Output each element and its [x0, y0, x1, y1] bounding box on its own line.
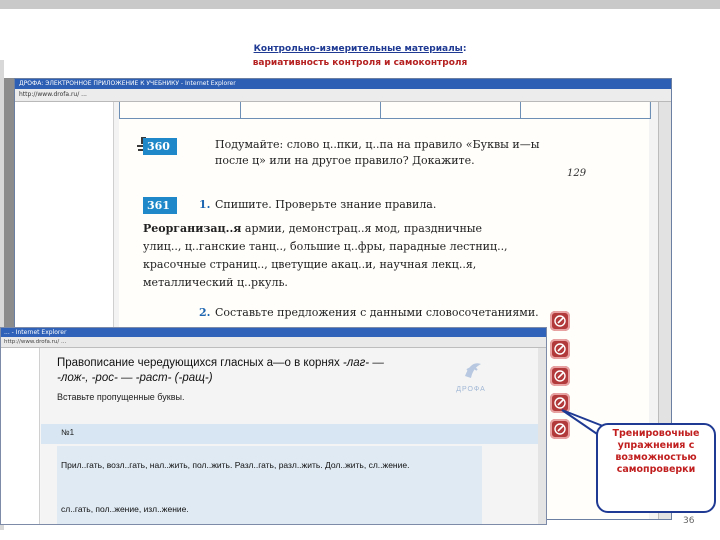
exercise-sidebar — [1, 348, 40, 524]
edit-icon — [553, 314, 567, 328]
task-header-bar — [41, 424, 538, 444]
callout-text: Тренировочные упражнения с возможностью самопроверки — [612, 428, 700, 475]
exercise-361-badge[interactable]: 361 — [143, 197, 177, 214]
ex361-line1: Реорганизац..я армии, демонстрац..я мод, праздничные — [143, 222, 483, 235]
drofa-logo: ДРОФА — [451, 356, 491, 398]
ex361-item1-number: 1. — [199, 198, 211, 211]
ex361-line2: улиц.., ц..ганские танц.., большие ц..фры, парадные лестниц.., — [143, 240, 508, 253]
side-button-3[interactable] — [550, 366, 570, 386]
ex360-line2: после ц» или на другое правило? Докажите. — [215, 154, 475, 167]
exercise-address-bar[interactable]: http://www.drofa.ru/ ... — [1, 337, 546, 348]
side-button-1[interactable] — [550, 311, 570, 331]
edit-icon — [553, 342, 567, 356]
exercise-window — [0, 327, 547, 525]
slide-title: Контрольно-измерительные материалы: вариативность контроля и самоконтроля — [0, 42, 720, 70]
task-line2[interactable]: сл..гать, пол..жение, изл..жение. — [61, 504, 189, 514]
task-box — [57, 446, 482, 525]
ex361-line4: металлический ц..ркуль. — [143, 276, 288, 289]
title-line1: Контрольно-измерительные материалы — [253, 44, 463, 54]
top-band — [0, 0, 720, 9]
edit-icon — [553, 369, 567, 383]
textbook-address-bar[interactable]: http://www.drofa.ru/ ... — [15, 89, 671, 102]
page-number: 129 — [567, 168, 587, 179]
textbook-window-titlebar[interactable]: ДРОФА: ЭЛЕКТРОННОЕ ПРИЛОЖЕНИЕ К УЧЕБНИКУ - Internet Explorer — [15, 79, 671, 89]
exercise-heading: Правописание чередующихся гласных а—о в корнях -лаг- — -лож-, -рос- — -раст- (-ращ-) — [57, 357, 384, 384]
task-number: №1 — [61, 428, 75, 437]
slide-number: 36 — [683, 516, 695, 526]
title-line2: вариативность контроля и самоконтроля — [252, 58, 468, 68]
exercise-window-titlebar[interactable]: ... - Internet Explorer — [1, 328, 546, 337]
exercise-scrollbar[interactable] — [538, 348, 546, 524]
page-header-table — [119, 102, 651, 119]
ex361-item2-text: Составьте предложения с данными словосочетаниями. — [215, 306, 539, 319]
ex361-item1-text: Спишите. Проверьте знание правила. — [215, 198, 437, 211]
ex360-line1: Подумайте: слово ц..пки, ц..па на правило «Буквы и—ы — [215, 138, 540, 151]
ex361-item2-number: 2. — [199, 306, 211, 319]
exercise-360-badge[interactable]: 360 — [143, 138, 177, 155]
callout-bubble — [596, 423, 716, 513]
exercise-instruction: Вставьте пропущенные буквы. — [57, 392, 185, 402]
drofa-logo-icon — [451, 356, 491, 386]
task-line1[interactable]: Прил..гать, возл..гать, нал..жить, пол..жить. Разл..гать, разл..жить. Дол..жить, сл..жение. — [61, 460, 410, 470]
ex361-line3: красочные страниц.., цветущие акац..и, научная лекц..я, — [143, 258, 477, 271]
exercise-content — [41, 348, 538, 524]
side-button-2[interactable] — [550, 339, 570, 359]
